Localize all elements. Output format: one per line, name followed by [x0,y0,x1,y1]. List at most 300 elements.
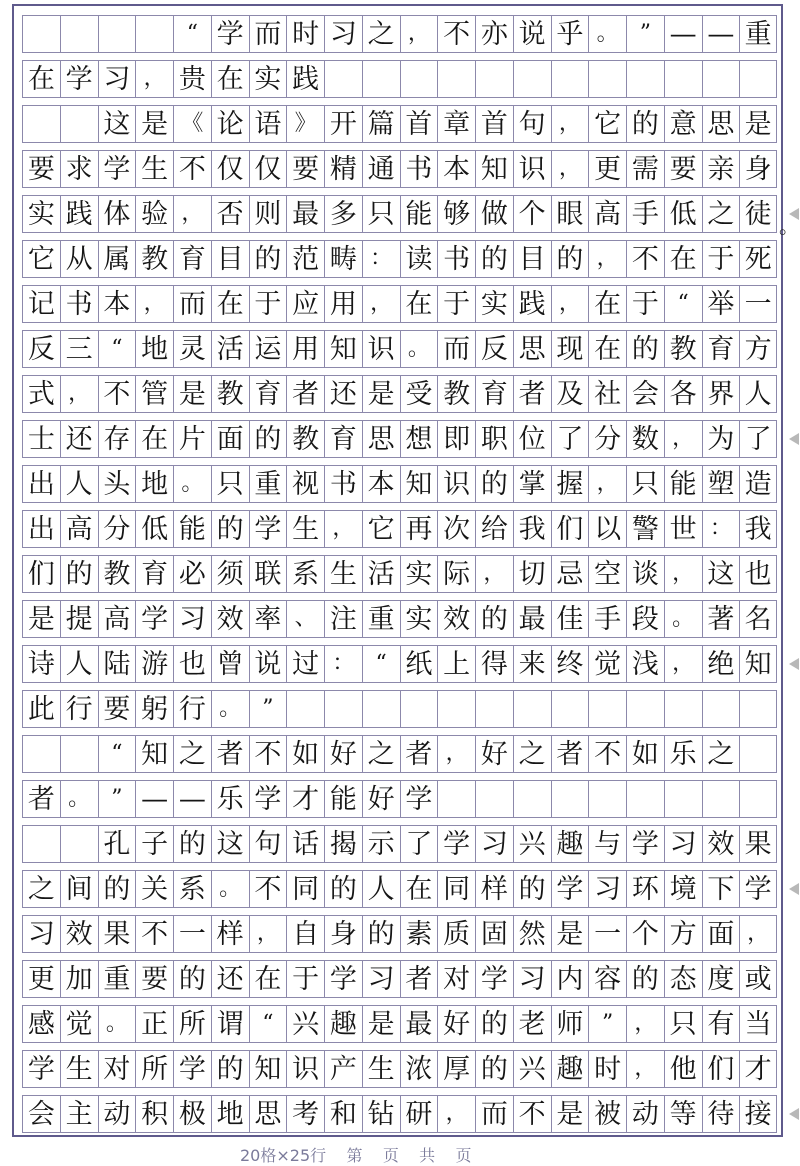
grid-cell: ， [551,150,589,188]
grid-cell: 样 [211,915,249,953]
grid-cell: 人 [60,465,98,503]
grid-cell: 士 [22,420,60,458]
grid-cell: 世 [664,510,702,548]
grid-cell: 好 [362,780,400,818]
grid-cell: 要 [22,150,60,188]
grid-cell: 生 [324,555,362,593]
grid-cell: 学 [475,960,513,998]
grid-cell: 学 [249,780,287,818]
grid-cell: 产 [324,1050,362,1088]
grid-cell [437,690,475,728]
grid-cell: 身 [739,150,777,188]
grid-cell [475,780,513,818]
grid-cell: 们 [22,555,60,593]
grid-cell: 需 [626,150,664,188]
grid-cell: 有 [702,1005,740,1043]
grid-cell [588,780,626,818]
grid-cell: 趣 [551,825,589,863]
grid-cell: ： [702,510,740,548]
grid-cell: 学 [60,60,98,98]
grid-row [22,1095,777,1133]
grid-cell: 也 [173,645,211,683]
grid-cell [437,780,475,818]
grid-cell: 教 [135,240,173,278]
grid-cell: 践 [60,195,98,233]
grid-cell: ， [135,60,173,98]
grid-cell: 头 [98,465,136,503]
grid-cell: 育 [475,375,513,413]
grid-cell: 的 [551,240,589,278]
grid-cell [702,60,740,98]
grid-cell: ， [626,1005,664,1043]
grid-cell: 一 [739,285,777,323]
grid-cell: 《 [173,105,211,143]
grid-cell: 这 [211,825,249,863]
grid-cell: 也 [739,555,777,593]
grid-cell: 的 [249,240,287,278]
grid-cell: 践 [513,285,551,323]
grid-cell: 之 [702,195,740,233]
grid-cell: 范 [286,240,324,278]
grid-cell: 思 [249,1095,287,1133]
grid-cell: 行 [60,690,98,728]
grid-row [22,690,777,728]
grid-cell: 容 [588,960,626,998]
grid-cell: 之 [362,15,400,53]
grid-cell [702,780,740,818]
grid-cell: — [173,780,211,818]
grid-cell: 生 [286,510,324,548]
grid-cell: 育 [249,375,287,413]
grid-cell: 低 [135,510,173,548]
grid-cell: “ [98,330,136,368]
grid-row [22,285,777,323]
grid-cell: 活 [362,555,400,593]
grid-cell: 这 [98,105,136,143]
grid-cell: 、 [286,600,324,638]
grid-cell: ， [475,555,513,593]
grid-cell: 们 [702,1050,740,1088]
grid-cell: 是 [22,600,60,638]
page-footer: 20格×25行 第 页 共 页 [240,1146,472,1165]
grid-cell: ， [437,1095,475,1133]
grid-cell: 教 [98,555,136,593]
grid-row [22,150,777,188]
grid-cell: ， [739,915,777,953]
grid-cell: 关 [135,870,173,908]
grid-cell: 握 [551,465,589,503]
grid-cell: 人 [739,375,777,413]
grid-cell: 来 [513,645,551,683]
grid-cell [475,690,513,728]
grid-cell: 在 [664,240,702,278]
grid-cell: 质 [437,915,475,953]
grid-cell: 提 [60,600,98,638]
grid-cell: 则 [249,195,287,233]
grid-cell: 教 [664,330,702,368]
grid-cell: 最 [400,1005,438,1043]
grid-cell: 。 [173,465,211,503]
grid-cell: 陆 [98,645,136,683]
grid-cell: 地 [135,330,173,368]
grid-cell: 能 [664,465,702,503]
grid-cell: 不 [135,915,173,953]
grid-cell: 者 [551,735,589,773]
grid-cell: 行 [173,690,211,728]
grid-cell: “ [362,645,400,683]
grid-cell: 觉 [60,1005,98,1043]
grid-cell: 的 [475,600,513,638]
grid-cell: 视 [286,465,324,503]
grid-cell: 不 [249,870,287,908]
grid-cell: 习 [362,960,400,998]
grid-cell [739,690,777,728]
grid-cell: 的 [98,870,136,908]
grid-cell: 上 [437,645,475,683]
grid-cell: 说 [249,645,287,683]
grid-cell: 知 [739,645,777,683]
grid-cell: ” [626,15,664,53]
grid-cell: 习 [513,960,551,998]
grid-cell: 好 [324,735,362,773]
grid-cell: 本 [437,150,475,188]
grid-cell: 习 [475,825,513,863]
grid-cell: 注 [324,600,362,638]
triangle-left-icon [789,658,799,670]
grid-cell: 效 [702,825,740,863]
grid-cell [664,780,702,818]
grid-cell: 活 [211,330,249,368]
grid-cell: 实 [249,60,287,98]
grid-cell: 固 [475,915,513,953]
grid-cell: 如 [626,735,664,773]
grid-cell: 手 [588,600,626,638]
grid-cell: 现 [551,330,589,368]
grid-cell: 的 [362,915,400,953]
grid-cell: 习 [98,60,136,98]
grid-cell: 造 [739,465,777,503]
grid-cell: 识 [286,1050,324,1088]
grid-cell: 书 [400,150,438,188]
grid-cell: 要 [98,690,136,728]
grid-cell: 践 [286,60,324,98]
grid-cell [22,15,60,53]
grid-cell: ， [324,510,362,548]
grid-row [22,960,777,998]
grid-row [22,240,777,278]
grid-row [22,105,777,143]
grid-cell [513,60,551,98]
grid-cell: 浅 [626,645,664,683]
grid-cell: 最 [286,195,324,233]
grid-cell: 或 [739,960,777,998]
grid-cell: 孔 [98,825,136,863]
grid-cell [60,105,98,143]
grid-cell: 读 [400,240,438,278]
grid-cell: 意 [664,105,702,143]
grid-cell: 死 [739,240,777,278]
grid-cell: 考 [286,1095,324,1133]
grid-cell: 学 [135,600,173,638]
grid-cell: 贵 [173,60,211,98]
grid-cell: 正 [135,1005,173,1043]
grid-cell: 在 [400,285,438,323]
grid-cell: 以 [588,510,626,548]
grid-cell: 者 [400,735,438,773]
grid-cell: 要 [664,150,702,188]
grid-cell: 同 [437,870,475,908]
grid-cell: 知 [135,735,173,773]
grid-cell: 还 [211,960,249,998]
grid-cell: 个 [626,915,664,953]
grid-cell: 一 [588,915,626,953]
grid-cell: 诗 [22,645,60,683]
grid-cell: 于 [249,285,287,323]
grid-cell: 思 [702,105,740,143]
grid-cell: 更 [588,150,626,188]
grid-cell: 篇 [362,105,400,143]
grid-cell: ： [362,240,400,278]
grid-cell: 知 [400,465,438,503]
grid-cell [739,735,777,773]
grid-cell: 。 [664,600,702,638]
grid-cell: 。 [98,1005,136,1043]
grid-cell: 再 [400,510,438,548]
grid-cell: 为 [702,420,740,458]
grid-cell: 此 [22,690,60,728]
grid-cell: 书 [437,240,475,278]
grid-cell [664,60,702,98]
grid-cell: ， [551,285,589,323]
grid-cell: 被 [588,1095,626,1133]
grid-cell: 说 [513,15,551,53]
grid-cell: 给 [475,510,513,548]
grid-cell: 切 [513,555,551,593]
grid-row [22,420,777,458]
grid-cell: 做 [475,195,513,233]
grid-row [22,645,777,683]
grid-cell: 子 [135,825,173,863]
grid-cell: ， [173,195,211,233]
grid-cell: “ [173,15,211,53]
grid-cell: 忌 [551,555,589,593]
grid-cell: 于 [702,240,740,278]
grid-cell: 。 [400,330,438,368]
grid-cell: 们 [551,510,589,548]
grid-cell [324,60,362,98]
grid-cell: 自 [286,915,324,953]
grid-cell: 学 [98,150,136,188]
grid-cell: 位 [513,420,551,458]
grid-cell: 研 [400,1095,438,1133]
grid-cell: 而 [475,1095,513,1133]
triangle-left-icon [789,433,799,445]
grid-cell: 的 [324,870,362,908]
grid-cell: 句 [513,105,551,143]
grid-row [22,780,777,818]
grid-cell: 好 [437,1005,475,1043]
grid-cell: 高 [588,195,626,233]
grid-cell: 地 [211,1095,249,1133]
grid-cell: 习 [664,825,702,863]
grid-cell: 才 [739,1050,777,1088]
grid-cell: 是 [551,1095,589,1133]
grid-cell: 我 [739,510,777,548]
grid-cell: 教 [437,375,475,413]
overflow-period: 。 [779,214,799,238]
grid-cell [400,690,438,728]
grid-cell: 书 [60,285,98,323]
grid-cell: 只 [664,1005,702,1043]
grid-cell: 示 [362,825,400,863]
grid-cell: 间 [60,870,98,908]
grid-cell: 语 [249,105,287,143]
grid-cell: 躬 [135,690,173,728]
grid-cell: 对 [437,960,475,998]
grid-cell: 本 [362,465,400,503]
grid-cell: ， [400,15,438,53]
grid-cell: 所 [135,1050,173,1088]
grid-cell [286,690,324,728]
grid-cell: 是 [739,105,777,143]
grid-cell: 当 [739,1005,777,1043]
grid-cell: ” [588,1005,626,1043]
grid-cell: 各 [664,375,702,413]
grid-cell: 不 [98,375,136,413]
grid-cell: 一 [173,915,211,953]
grid-cell: 而 [437,330,475,368]
grid-cell: 社 [588,375,626,413]
grid-cell: 能 [324,780,362,818]
grid-cell: 塑 [702,465,740,503]
grid-cell [362,60,400,98]
grid-cell: 章 [437,105,475,143]
grid-cell: 极 [173,1095,211,1133]
grid-cell: 习 [588,870,626,908]
grid-cell: 兴 [286,1005,324,1043]
grid-cell: 数 [626,420,664,458]
grid-cell: 不 [249,735,287,773]
grid-cell: ， [135,285,173,323]
grid-cell: 而 [173,285,211,323]
grid-cell: 动 [98,1095,136,1133]
grid-cell: ： [324,645,362,683]
grid-cell: 的 [626,105,664,143]
grid-cell [551,690,589,728]
grid-cell: 联 [249,555,287,593]
grid-cell: 习 [22,915,60,953]
grid-row [22,735,777,773]
grid-cell: 仅 [211,150,249,188]
grid-cell: 者 [513,375,551,413]
grid-cell: 方 [739,330,777,368]
grid-cell: ， [664,645,702,683]
grid-cell: 出 [22,510,60,548]
grid-cell: 用 [286,330,324,368]
grid-cell [626,780,664,818]
grid-cell: 学 [400,780,438,818]
grid-cell: 识 [437,465,475,503]
grid-cell: 话 [286,825,324,863]
grid-cell: 于 [437,285,475,323]
grid-cell: 想 [400,420,438,458]
grid-cell: ， [60,375,98,413]
grid-cell: 及 [551,375,589,413]
grid-row [22,915,777,953]
grid-cell: 效 [437,600,475,638]
grid-cell: 会 [626,375,664,413]
grid-cell: 浓 [400,1050,438,1088]
grid-cell [475,60,513,98]
grid-row [22,1050,777,1088]
grid-cell: 即 [437,420,475,458]
grid-cell: 分 [588,420,626,458]
grid-cell: 分 [98,510,136,548]
grid-cell: 他 [664,1050,702,1088]
grid-cell: 能 [400,195,438,233]
grid-row [22,600,777,638]
grid-cell: 存 [98,420,136,458]
grid-cell: 习 [324,15,362,53]
grid-cell: 这 [702,555,740,593]
grid-cell: 知 [249,1050,287,1088]
grid-cell: 在 [22,60,60,98]
grid-cell: 度 [702,960,740,998]
grid-cell: 精 [324,150,362,188]
grid-cell: 了 [400,825,438,863]
grid-cell: 还 [324,375,362,413]
grid-cell [22,105,60,143]
grid-cell: 生 [135,150,173,188]
grid-cell [400,60,438,98]
grid-cell: 会 [22,1095,60,1133]
grid-cell: “ [664,285,702,323]
grid-cell: 从 [60,240,98,278]
grid-cell: 必 [173,555,211,593]
grid-cell: 职 [475,420,513,458]
grid-cell [513,780,551,818]
grid-cell: 识 [513,150,551,188]
grid-cell: 对 [98,1050,136,1088]
grid-cell: 通 [362,150,400,188]
grid-cell: 学 [22,1050,60,1088]
grid-cell: 够 [437,195,475,233]
grid-cell: 乎 [551,15,589,53]
grid-cell: 学 [437,825,475,863]
grid-cell: 识 [362,330,400,368]
grid-cell: 学 [211,15,249,53]
grid-cell: 在 [135,420,173,458]
grid-cell: 运 [249,330,287,368]
grid-cell: 只 [362,195,400,233]
grid-cell: 的 [626,330,664,368]
grid-cell [588,690,626,728]
grid-row [22,195,777,233]
grid-cell: 的 [211,1050,249,1088]
grid-row [22,1005,777,1043]
grid-cell: 内 [551,960,589,998]
grid-cell: 态 [664,960,702,998]
grid-cell: 果 [98,915,136,953]
grid-cell: 的 [173,825,211,863]
grid-cell: ， [664,555,702,593]
grid-cell: 实 [400,555,438,593]
grid-cell: 育 [173,240,211,278]
grid-cell: 亦 [475,15,513,53]
grid-cell: 学 [551,870,589,908]
grid-cell: 目 [211,240,249,278]
grid-cell: 它 [22,240,60,278]
